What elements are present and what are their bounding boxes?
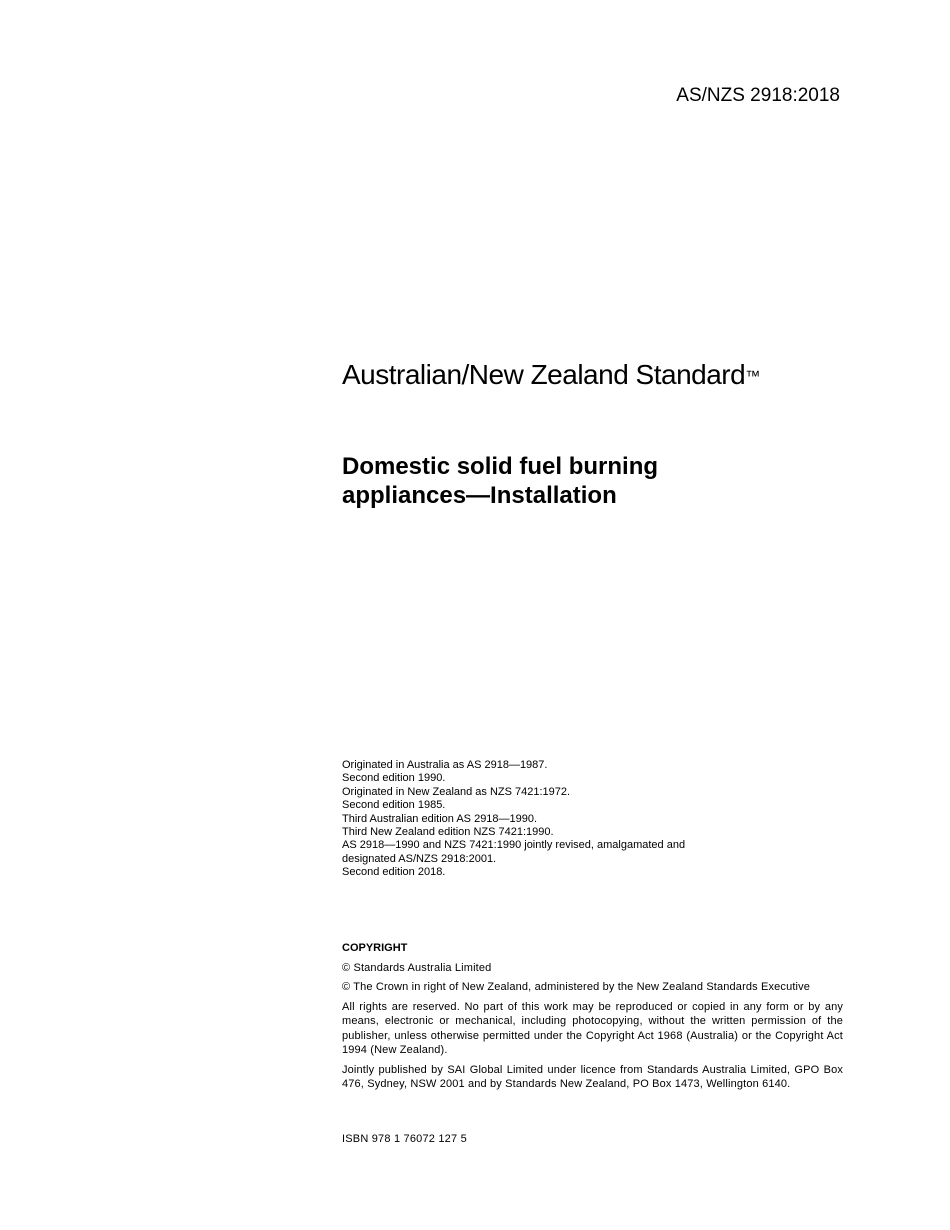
history-line: Second edition 2018.	[342, 866, 446, 879]
copyright-section	[342, 941, 843, 1097]
history-line: designated AS/NZS 2918:2001.	[342, 852, 497, 865]
copyright-line-crown-nz: © The Crown in right of New Zealand, administered by the New Zealand Standards Executive	[342, 981, 811, 993]
history-line: Originated in New Zealand as NZS 7421:1972.	[342, 785, 571, 798]
document-title-line-1: Domestic solid fuel burning	[342, 453, 659, 480]
trademark-symbol: ™	[745, 368, 760, 385]
document-id: AS/NZS 2918:2018	[676, 85, 840, 106]
standard-type-label: Australian/New Zealand Standard	[342, 359, 746, 390]
history-line: Second edition 1990.	[342, 772, 446, 785]
copyright-heading: COPYRIGHT	[342, 942, 408, 954]
standard-type-heading	[342, 358, 760, 392]
copyright-rights-paragraph: All rights are reserved. No part of this work may be reproduced or copied in any form or by any means, electronic or mechanical, including photocopying, without the written permission of the publisher, unless otherwise permitted under the Copyright Act 1968 (Australia) or the Copyright Act 1994 (New Zealand).	[342, 1000, 843, 1056]
document-title	[342, 452, 842, 510]
history-line: Third Australian edition AS 2918—1990.	[342, 812, 538, 825]
isbn: ISBN 978 1 76072 127 5	[342, 1133, 467, 1145]
edition-history	[342, 759, 842, 880]
copyright-line-standards-australia: © Standards Australia Limited	[342, 961, 492, 974]
history-line: AS 2918—1990 and NZS 7421:1990 jointly revised, amalgamated and	[342, 839, 686, 852]
document-title-line-2: appliances—Installation	[342, 482, 617, 509]
copyright-publisher-paragraph: Jointly published by SAI Global Limited under licence from Standards Australia Limited, GPO Box 476, Sydney, NSW 2001 and by Standards New Zealand, PO Box 1473, Wellington 6140.	[342, 1063, 843, 1090]
history-line: Third New Zealand edition NZS 7421:1990.	[342, 826, 554, 839]
history-line: Originated in Australia as AS 2918—1987.	[342, 759, 548, 771]
history-line: Second edition 1985.	[342, 799, 446, 812]
